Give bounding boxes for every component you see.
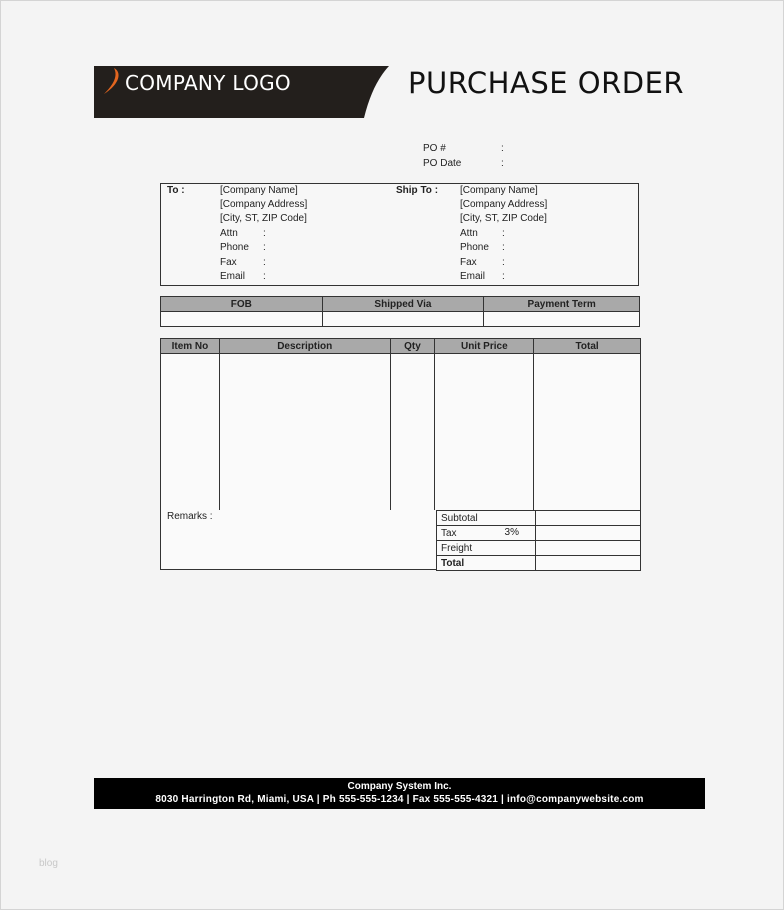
footer-company-name: Company System Inc. bbox=[347, 781, 452, 792]
freight-label-cell bbox=[437, 541, 536, 556]
unit-price-header: Unit Price bbox=[435, 339, 534, 354]
po-number-label: PO # bbox=[423, 143, 446, 154]
shipped-via-header: Shipped Via bbox=[322, 297, 484, 312]
to-phone-label: Phone bbox=[220, 242, 249, 253]
ship-to-fax-label: Fax bbox=[460, 257, 477, 268]
po-number-row bbox=[423, 143, 543, 157]
subtotal-row bbox=[437, 511, 641, 526]
po-date-row bbox=[423, 158, 543, 172]
to-company-address: [Company Address] bbox=[220, 199, 308, 210]
item-no-column[interactable] bbox=[161, 354, 220, 511]
ship-to-email-label: Email bbox=[460, 271, 486, 282]
total-value-cell[interactable] bbox=[536, 556, 641, 571]
total-header: Total bbox=[534, 339, 641, 354]
shipping-terms-table bbox=[160, 296, 640, 327]
line-items-table bbox=[160, 338, 641, 511]
to-email-separator: : bbox=[263, 271, 266, 282]
ship-to-attn-label: Attn bbox=[460, 228, 478, 239]
to-fax-separator: : bbox=[263, 257, 266, 268]
items-header-row bbox=[161, 339, 641, 354]
items-body-row bbox=[161, 354, 641, 511]
subtotal-value-cell[interactable] bbox=[536, 511, 641, 526]
watermark: blog bbox=[39, 858, 58, 869]
to-heading: To : bbox=[167, 185, 185, 196]
subtotal-label: Subtotal bbox=[441, 512, 478, 524]
swoosh-icon bbox=[94, 66, 128, 98]
freight-label: Freight bbox=[441, 542, 473, 554]
tax-label: Tax bbox=[441, 527, 457, 539]
ship-to-email-separator: : bbox=[502, 271, 505, 282]
fob-value-cell[interactable] bbox=[161, 312, 323, 327]
total-row bbox=[437, 556, 641, 571]
to-email-label: Email bbox=[220, 271, 246, 282]
address-section bbox=[160, 183, 639, 286]
total-label: Total bbox=[441, 557, 465, 569]
to-phone-separator: : bbox=[263, 242, 266, 253]
totals-table bbox=[436, 510, 641, 571]
description-header: Description bbox=[219, 339, 390, 354]
qty-header: Qty bbox=[390, 339, 435, 354]
ship-to-city-line: [City, ST, ZIP Code] bbox=[460, 213, 547, 224]
tax-rate: 3% bbox=[504, 527, 519, 538]
payment-term-header: Payment Term bbox=[484, 297, 640, 312]
remarks-box[interactable] bbox=[160, 510, 437, 570]
shipping-value-row bbox=[161, 312, 640, 327]
ship-to-heading: Ship To : bbox=[396, 185, 439, 196]
ship-to-fax-separator: : bbox=[502, 257, 505, 268]
shipping-header-row bbox=[161, 297, 640, 312]
subtotal-label-cell bbox=[437, 511, 536, 526]
tax-label-cell bbox=[437, 526, 536, 541]
shipped-via-value-cell[interactable] bbox=[322, 312, 484, 327]
tax-row bbox=[437, 526, 641, 541]
fob-header: FOB bbox=[161, 297, 323, 312]
po-date-label: PO Date bbox=[423, 158, 462, 169]
item-no-header: Item No bbox=[161, 339, 220, 354]
ship-to-company-address: [Company Address] bbox=[460, 199, 548, 210]
to-city-line: [City, ST, ZIP Code] bbox=[220, 213, 307, 224]
ship-to-phone-separator: : bbox=[502, 242, 505, 253]
to-attn-separator: : bbox=[263, 228, 266, 239]
total-column[interactable] bbox=[534, 354, 641, 511]
page-title: PURCHASE ORDER bbox=[408, 66, 685, 100]
ship-to-attn-separator: : bbox=[502, 228, 505, 239]
ship-to-company-name: [Company Name] bbox=[460, 185, 538, 196]
unit-price-column[interactable] bbox=[435, 354, 534, 511]
footer-bar bbox=[94, 778, 705, 809]
footer-contact-line: 8030 Harrington Rd, Miami, USA | Ph 555-555-1234 | Fax 555-555-4321 | info@companywebsite.com bbox=[155, 794, 644, 805]
to-company-name: [Company Name] bbox=[220, 185, 298, 196]
payment-term-value-cell[interactable] bbox=[484, 312, 640, 327]
po-number-separator: : bbox=[501, 143, 504, 154]
po-date-separator: : bbox=[501, 158, 504, 169]
freight-value-cell[interactable] bbox=[536, 541, 641, 556]
to-attn-label: Attn bbox=[220, 228, 238, 239]
logo-banner bbox=[94, 66, 390, 118]
total-label-cell bbox=[437, 556, 536, 571]
remarks-label: Remarks : bbox=[167, 511, 213, 522]
freight-row bbox=[437, 541, 641, 556]
qty-column[interactable] bbox=[390, 354, 435, 511]
logo-text: COMPANY LOGO bbox=[125, 71, 291, 95]
tax-value-cell[interactable] bbox=[536, 526, 641, 541]
ship-to-phone-label: Phone bbox=[460, 242, 489, 253]
description-column[interactable] bbox=[219, 354, 390, 511]
to-fax-label: Fax bbox=[220, 257, 237, 268]
